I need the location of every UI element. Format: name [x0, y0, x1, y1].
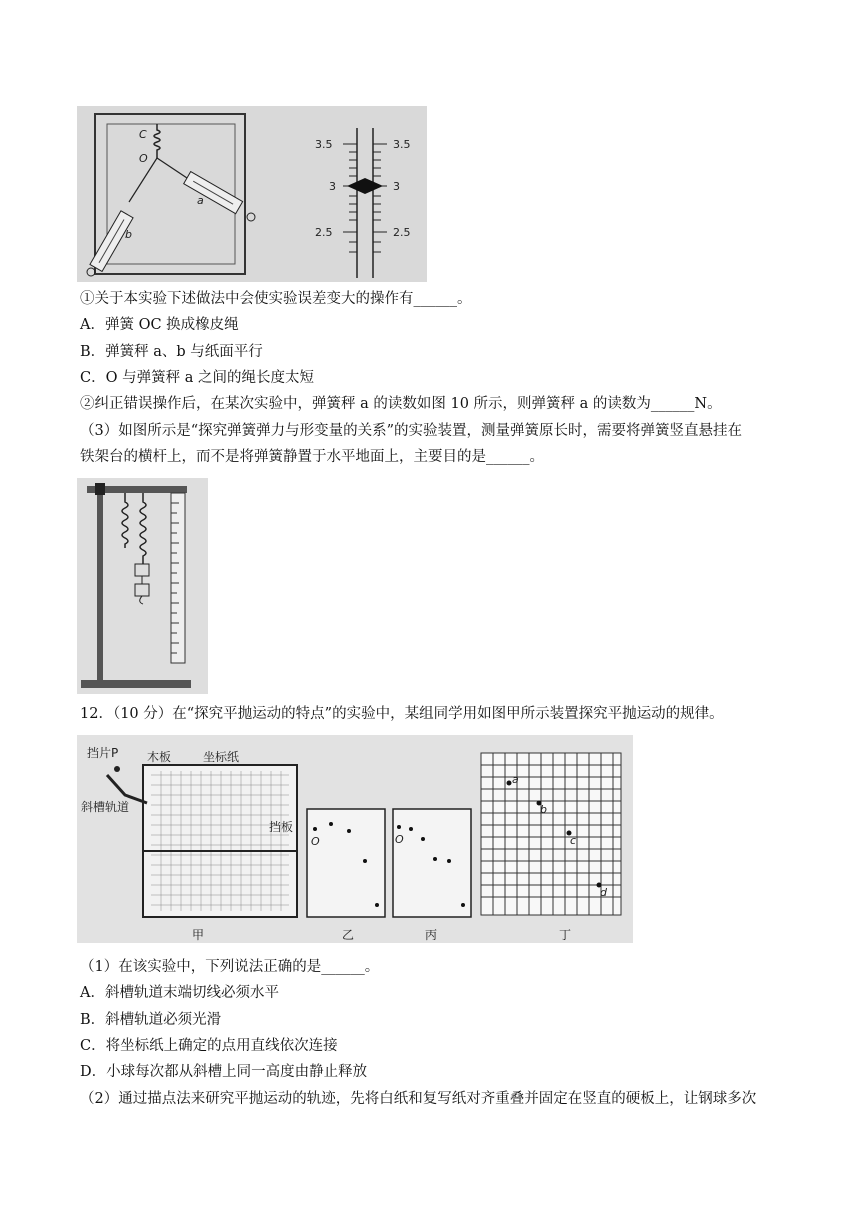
- q11-sub1-question: ①关于本实验下述做法中会使实验误差变大的操作有______。: [80, 291, 472, 307]
- label-o-bing: O: [395, 833, 404, 846]
- label-o: O: [139, 152, 148, 165]
- spring-stand-figure: [77, 478, 208, 694]
- scale-label-mid-left: 3: [329, 180, 336, 193]
- q12-title: 12．（10 分）在“探究平抛运动的特点”的实验中，某组同学用如图甲所示装置探究平抛运动的规律。: [80, 706, 724, 722]
- q11-option-a: A．弹簧 OC 换成橡皮绳: [80, 317, 239, 333]
- label-point-c: c: [570, 834, 577, 847]
- q11-part3-line1: （3）如图所示是“探究弹簧弹力与形变量的关系”的实验装置，测量弹簧原长时，需要将弹簧竖直悬挂在: [80, 423, 743, 439]
- force-experiment-figure: [77, 106, 427, 282]
- q11-part3-line2: 铁架台的横杆上，而不是将弹簧静置于水平地面上，主要目的是______。: [80, 449, 544, 465]
- q12-option-d: D．小球每次都从斜槽上同一高度由静止释放: [80, 1064, 368, 1080]
- label-yi: 乙: [342, 928, 355, 942]
- label-point-d: d: [600, 886, 607, 899]
- q11-option-c: C．O 与弹簧秤 a 之间的绳长度太短: [80, 370, 314, 386]
- scale-label-mid-right: 3: [393, 180, 400, 193]
- label-stop: 挡板: [269, 820, 294, 834]
- q12-sub1-question: （1）在该实验中，下列说法正确的是______。: [80, 959, 380, 975]
- label-jia: 甲: [192, 928, 205, 942]
- scale-label-bot-right: 2.5: [393, 226, 411, 239]
- label-board: 木板: [147, 750, 172, 764]
- q12-option-b: B．斜槽轨道必须光滑: [80, 1012, 222, 1028]
- label-c: C: [139, 128, 147, 141]
- q11-option-b: B．弹簧秤 a、b 与纸面平行: [80, 344, 263, 360]
- q11-sub2-question: ②纠正错误操作后，在某次实验中，弹簧秤 a 的读数如图 10 所示，则弹簧秤 a 的读数为______N。: [80, 396, 722, 412]
- q12-sub2-line: （2）通过描点法来研究平抛运动的轨迹，先将白纸和复写纸对齐重叠并固定在竖直的硬板上，让钢球多次: [80, 1091, 757, 1107]
- label-point-b: b: [540, 803, 547, 816]
- label-paper: 坐标纸: [203, 750, 240, 764]
- q12-option-c: C．将坐标纸上确定的点用直线依次连接: [80, 1038, 338, 1054]
- label-track: 斜槽轨道: [81, 800, 130, 814]
- label-ding: 丁: [559, 928, 572, 942]
- label-o-yi: O: [311, 835, 320, 848]
- label-b: b: [125, 228, 132, 241]
- label-baffle-p: 挡片P: [87, 746, 119, 760]
- scale-label-top-right: 3.5: [393, 138, 411, 151]
- label-bing: 丙: [425, 928, 438, 942]
- label-point-a: a: [512, 773, 519, 786]
- pointer-marker: [347, 178, 383, 194]
- q12-option-a: A．斜槽轨道末端切线必须水平: [80, 985, 279, 1001]
- scale-label-top-left: 3.5: [315, 138, 333, 151]
- scale-label-bot-left: 2.5: [315, 226, 333, 239]
- label-a: a: [197, 194, 204, 207]
- projectile-experiment-figure: [77, 735, 633, 943]
